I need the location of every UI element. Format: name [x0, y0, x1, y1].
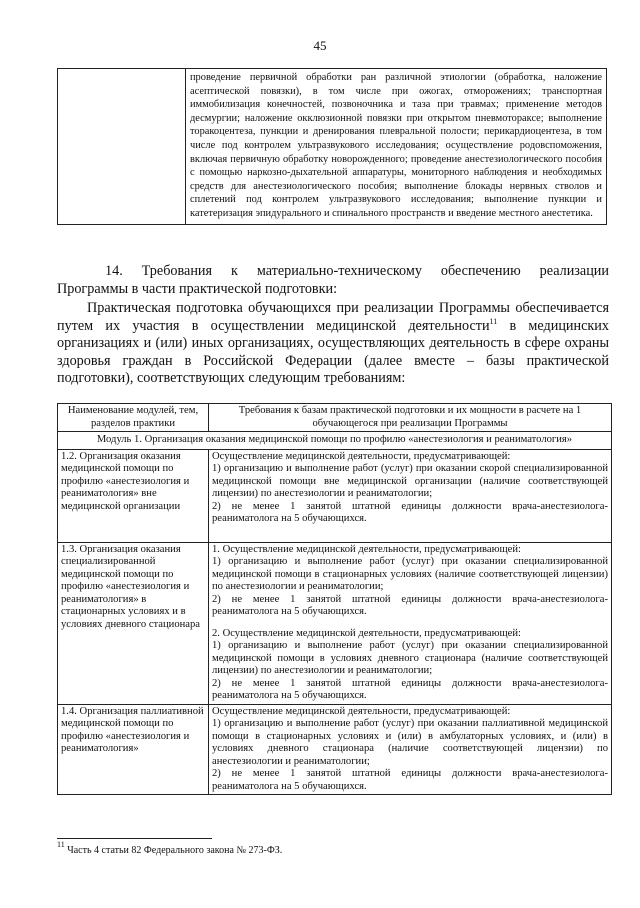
row-requirements — [209, 704, 612, 795]
footnote-ref: 11 — [489, 316, 498, 326]
section-heading-line2: Программы в части практической подготовки: — [57, 280, 338, 297]
table-row — [58, 449, 612, 542]
section-paragraph — [57, 300, 609, 388]
req-line: Осуществление медицинской деятельности, предусматривающей: — [212, 705, 511, 717]
paragraph-text-end: в медицинских организациях и (или) иных организациях, осуществляющих деятельность в сфере охраны здоровья граждан в Российской Федерации (далее вместе – базы практической подготовки), соответствующих следующим требованиям: — [57, 317, 609, 387]
table-row — [58, 542, 612, 704]
col-header-requirements: Требования к базам практической подготовки и их мощности в расчете на 1 обучающегося при реализации Программы — [209, 404, 612, 432]
req-line: 2) не менее 1 занятой штатной единицы должности врача-анестезиолога-реаниматолога на 5 обучающихся. — [212, 768, 608, 792]
req-line: 1. Осуществление медицинской деятельности, предусматривающей: — [212, 543, 521, 555]
req-line: 2) не менее 1 занятой штатной единицы должности врача-анестезиолога-реаниматолога на 5 обучающихся. — [212, 593, 608, 617]
section-heading-line1: 14. Требования к материально-техническому обеспечению реализации — [105, 263, 609, 279]
req-line: 1) организацию и выполнение работ (услуг) при оказании специализированной медицинской помощи в стационарных условиях (наличие соответствующей лицензии) по анестезиологии и реаниматологии; — [212, 556, 608, 592]
footnote-divider — [57, 838, 212, 839]
module-row — [58, 432, 612, 450]
req-line: Осуществление медицинской деятельности, предусматривающей: — [212, 450, 511, 462]
page-number: 45 — [313, 38, 327, 53]
row-name: 1.2. Организация оказания медицинской помощи по профилю «анестезиология и реаниматология» вне медицинской организации — [58, 449, 209, 542]
module-title: Модуль 1. Организация оказания медицинской помощи по профилю «анестезиология и реаниматология» — [58, 432, 612, 450]
req-line: 1) организацию и выполнение работ (услуг) при оказании скорой специализированной медицинской помощи вне медицинской организации (наличие соответствующей лицензии) по анестезиологии и реаниматологии; — [212, 463, 608, 499]
row-requirements — [209, 542, 612, 704]
footnote-text: Часть 4 статьи 82 Федерального закона № 273-ФЗ. — [64, 845, 283, 856]
req-line: 2) не менее 1 занятой штатной единицы должности врача-анестезиолога-реаниматолога на 5 обучающихся. — [212, 677, 608, 701]
req-line: 1) организацию и выполнение работ (услуг) при оказании специализированной медицинской помощи в условиях дневного стационара (наличие соответствующей лицензии) по анестезиологии и реаниматологии; — [212, 640, 608, 676]
continuation-table — [57, 68, 607, 225]
footnote-number: 11 — [57, 840, 65, 849]
footnote — [57, 840, 283, 856]
row-name: 1.4. Организация паллиативной медицинской помощи по профилю «анестезиология и реаниматология» — [58, 704, 209, 795]
col-header-modules: Наименование модулей, тем, разделов практики — [58, 404, 209, 432]
row-name: 1.3. Организация оказания специализированной медицинской помощи по профилю «анестезиология и реаниматология» в стационарных условиях и в условиях дневного стационара — [58, 542, 209, 704]
req-line: 1) организацию и выполнение работ (услуг) при оказании паллиативной медицинской помощи в стационарных условиях и (или) в амбулаторных условиях, и (или) в условиях дневного стационара (наличие соответствующей лицензии) по анестезиологии и реаниматологии; — [212, 718, 608, 767]
paragraph-text-start: Практическая подготовка обучающихся при реализации Программы обеспечивается путем их участия в осуществлении медицинской деятельности — [57, 300, 609, 334]
req-line: 2) не менее 1 занятой штатной единицы должности врача-анестезиолога-реаниматолога на 5 обучающихся. — [212, 500, 608, 524]
section-heading — [57, 263, 609, 298]
requirements-table — [57, 403, 612, 795]
table-header-row — [58, 404, 612, 432]
continuation-text: проведение первичной обработки ран различной этиологии (обработка, наложение асептической повязки), в том числе при ожогах, отморожениях; транспортная иммобилизация конечностей, позвоночника и таза при травмах; применение методов десмургии; наложение окклюзионной повязки при открытом пневмотораксе; выполнение торакоцентеза, пункции и дренирования плевральной полости; перикардиоцентеза, в том числе под контролем ультразвукового исследования; осуществление родовспоможения, включая первичную обработку новорожденного; проведение анестезиологического пособия с помощью наркозно-дыхательной аппаратуры, мониторного наблюдения и необходимых средств для анестезиологического пособия; выполнение блокады нервных стволов и сплетений под контролем ультразвукового исследования; выполнение пункции и катетеризация эпидурального и спинального пространств и введение местного анестетика. — [186, 69, 607, 225]
row-requirements — [209, 449, 612, 542]
table-row — [58, 704, 612, 795]
req-line: 2. Осуществление медицинской деятельности, предусматривающей: — [212, 627, 521, 639]
continuation-left-cell — [58, 69, 186, 225]
